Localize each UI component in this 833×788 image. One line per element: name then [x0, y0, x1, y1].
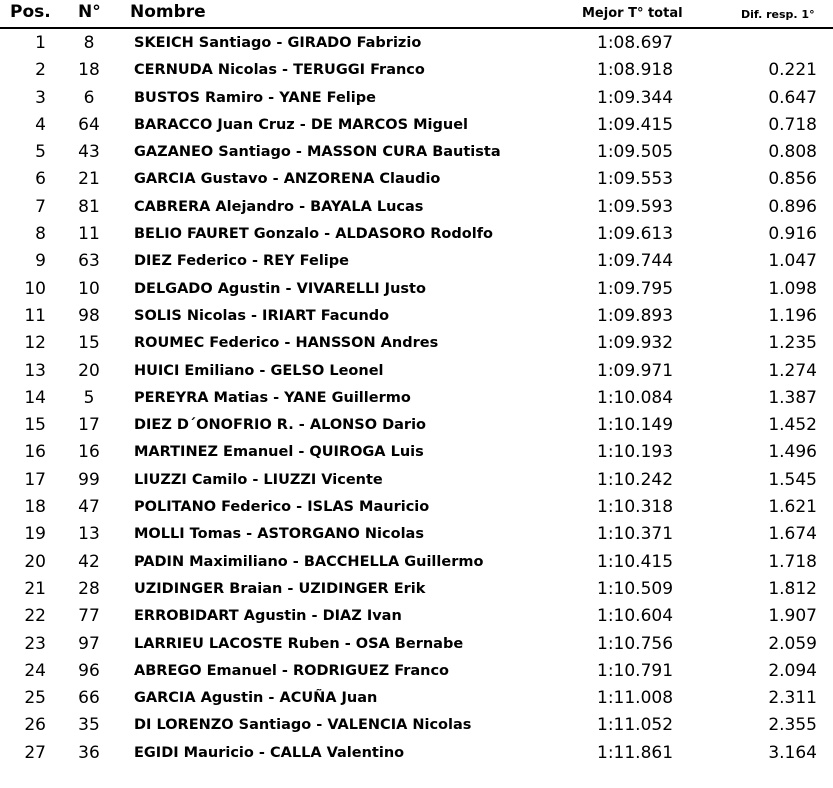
position-cell: 18 — [24, 497, 46, 518]
best-time-cell: 1:09.744 — [597, 251, 674, 272]
table-row — [0, 330, 833, 357]
best-time-cell: 1:10.756 — [597, 633, 674, 654]
position-cell: 19 — [24, 524, 46, 545]
car-number-cell: 11 — [78, 224, 100, 245]
difference-cell: 1.545 — [768, 469, 817, 490]
header-name: Nombre — [130, 2, 206, 22]
results-table — [0, 30, 833, 767]
table-row — [0, 139, 833, 166]
position-cell: 11 — [24, 305, 46, 326]
difference-cell: 1.098 — [768, 278, 817, 299]
header-number: N° — [78, 2, 101, 22]
difference-cell: 2.355 — [768, 715, 817, 736]
best-time-cell: 1:09.344 — [597, 87, 674, 108]
difference-cell: 1.274 — [768, 360, 817, 381]
driver-names-cell: POLITANO Federico - ISLAS Mauricio — [134, 499, 430, 516]
car-number-cell: 81 — [78, 196, 100, 217]
best-time-cell: 1:10.509 — [597, 578, 674, 599]
driver-names-cell: BELIO FAURET Gonzalo - ALDASORO Rodolfo — [134, 226, 493, 243]
car-number-cell: 64 — [78, 114, 100, 135]
table-row — [0, 358, 833, 385]
difference-cell: 2.094 — [768, 660, 817, 681]
position-cell: 16 — [24, 442, 46, 463]
difference-cell: 0.718 — [768, 114, 817, 135]
position-cell: 4 — [35, 114, 46, 135]
table-row — [0, 494, 833, 521]
difference-cell: 1.621 — [768, 497, 817, 518]
difference-cell: 1.387 — [768, 387, 817, 408]
best-time-cell: 1:10.242 — [597, 469, 674, 490]
position-cell: 13 — [24, 360, 46, 381]
car-number-cell: 8 — [83, 33, 95, 53]
driver-names-cell: SOLIS Nicolas - IRIART Facundo — [134, 307, 390, 324]
driver-names-cell: ERROBIDART Agustin - DIAZ Ivan — [134, 608, 402, 625]
car-number-cell: 63 — [78, 251, 100, 272]
driver-names-cell: DI LORENZO Santiago - VALENCIA Nicolas — [134, 717, 472, 734]
table-row — [0, 112, 833, 139]
driver-names-cell: DELGADO Agustin - VIVARELLI Justo — [134, 280, 426, 297]
table-row — [0, 221, 833, 248]
car-number-cell: 21 — [78, 169, 100, 190]
car-number-cell: 66 — [78, 688, 100, 709]
table-row — [0, 276, 833, 303]
table-row — [0, 631, 833, 658]
car-number-cell: 18 — [78, 60, 100, 81]
car-number-cell: 99 — [78, 469, 100, 490]
car-number-cell: 96 — [78, 660, 100, 681]
difference-cell: 1.452 — [768, 415, 817, 436]
driver-names-cell: CERNUDA Nicolas - TERUGGI Franco — [134, 62, 425, 79]
car-number-cell: 15 — [78, 333, 100, 354]
best-time-cell: 1:08.918 — [597, 60, 674, 81]
table-row — [0, 385, 833, 412]
difference-cell: 0.856 — [768, 169, 817, 190]
difference-cell: 0.647 — [768, 87, 817, 108]
table-row — [0, 166, 833, 193]
position-cell: 21 — [24, 578, 46, 599]
car-number-cell: 20 — [78, 360, 100, 381]
best-time-cell: 1:08.697 — [597, 33, 674, 53]
driver-names-cell: DIEZ D´ONOFRIO R. - ALONSO Dario — [134, 417, 426, 434]
position-cell: 7 — [35, 196, 46, 217]
best-time-cell: 1:10.604 — [597, 606, 674, 627]
header-divider — [0, 27, 833, 29]
driver-names-cell: GAZANEO Santiago - MASSON CURA Bautista — [134, 144, 501, 161]
car-number-cell: 13 — [78, 524, 100, 545]
car-number-cell: 42 — [78, 551, 100, 572]
driver-names-cell: PEREYRA Matias - YANE Guillermo — [134, 389, 411, 406]
best-time-cell: 1:09.593 — [597, 196, 674, 217]
best-time-cell: 1:10.371 — [597, 524, 674, 545]
difference-cell: 1.674 — [768, 524, 817, 545]
car-number-cell: 43 — [78, 142, 100, 163]
car-number-cell: 97 — [78, 633, 100, 654]
car-number-cell: 36 — [78, 742, 100, 763]
position-cell: 12 — [24, 333, 46, 354]
difference-cell: 0.221 — [768, 60, 817, 81]
table-row — [0, 194, 833, 221]
position-cell: 24 — [24, 660, 46, 681]
table-row — [0, 248, 833, 275]
table-row — [0, 412, 833, 439]
car-number-cell: 6 — [83, 87, 95, 108]
best-time-cell: 1:09.893 — [597, 305, 674, 326]
table-row — [0, 712, 833, 739]
table-row — [0, 57, 833, 84]
header-difference: Dif. resp. 1° — [741, 8, 815, 21]
best-time-cell: 1:09.971 — [597, 360, 674, 381]
car-number-cell: 47 — [78, 497, 100, 518]
difference-cell: 1.907 — [768, 606, 817, 627]
car-number-cell: 5 — [83, 387, 95, 408]
difference-cell: 0.916 — [768, 224, 817, 245]
difference-cell: 1.196 — [768, 305, 817, 326]
driver-names-cell: HUICI Emiliano - GELSO Leonel — [134, 362, 384, 379]
table-row — [0, 85, 833, 112]
position-cell: 20 — [24, 551, 46, 572]
car-number-cell: 17 — [78, 415, 100, 436]
best-time-cell: 1:09.613 — [597, 224, 674, 245]
best-time-cell: 1:09.932 — [597, 333, 674, 354]
best-time-cell: 1:09.553 — [597, 169, 674, 190]
header-best-time: Mejor T° total — [582, 6, 683, 21]
position-cell: 17 — [24, 469, 46, 490]
driver-names-cell: GARCIA Gustavo - ANZORENA Claudio — [134, 171, 441, 188]
difference-cell: 1.496 — [768, 442, 817, 463]
position-cell: 26 — [24, 715, 46, 736]
driver-names-cell: LIUZZI Camilo - LIUZZI Vicente — [134, 471, 383, 488]
best-time-cell: 1:09.795 — [597, 278, 674, 299]
difference-cell: 3.164 — [768, 742, 817, 763]
difference-cell: 2.311 — [768, 688, 817, 709]
table-row — [0, 549, 833, 576]
driver-names-cell: ROUMEC Federico - HANSSON Andres — [134, 335, 439, 352]
position-cell: 22 — [24, 606, 46, 627]
header-pos: Pos. — [10, 2, 51, 22]
position-cell: 15 — [24, 415, 46, 436]
table-row — [0, 30, 833, 57]
difference-cell: 1.812 — [768, 578, 817, 599]
best-time-cell: 1:11.052 — [597, 715, 674, 736]
position-cell: 2 — [35, 60, 46, 81]
best-time-cell: 1:10.791 — [597, 660, 674, 681]
table-row — [0, 685, 833, 712]
best-time-cell: 1:10.193 — [597, 442, 674, 463]
position-cell: 25 — [24, 688, 46, 709]
position-cell: 5 — [35, 142, 46, 163]
driver-names-cell: DIEZ Federico - REY Felipe — [134, 253, 349, 270]
car-number-cell: 98 — [78, 305, 100, 326]
driver-names-cell: MARTINEZ Emanuel - QUIROGA Luis — [134, 444, 424, 461]
position-cell: 1 — [35, 33, 46, 53]
position-cell: 23 — [24, 633, 46, 654]
table-header — [0, 0, 833, 30]
best-time-cell: 1:09.505 — [597, 142, 674, 163]
table-row — [0, 467, 833, 494]
driver-names-cell: GARCIA Agustin - ACUÑA Juan — [134, 690, 378, 707]
position-cell: 8 — [35, 224, 46, 245]
car-number-cell: 28 — [78, 578, 100, 599]
position-cell: 27 — [24, 742, 46, 763]
driver-names-cell: ABREGO Emanuel - RODRIGUEZ Franco — [134, 662, 450, 679]
table-row — [0, 303, 833, 330]
best-time-cell: 1:10.149 — [597, 415, 674, 436]
driver-names-cell: LARRIEU LACOSTE Ruben - OSA Bernabe — [134, 635, 464, 652]
position-cell: 9 — [35, 251, 46, 272]
position-cell: 10 — [24, 278, 46, 299]
table-row — [0, 658, 833, 685]
car-number-cell: 10 — [78, 278, 100, 299]
table-row — [0, 603, 833, 630]
best-time-cell: 1:10.318 — [597, 497, 674, 518]
difference-cell: 2.059 — [768, 633, 817, 654]
best-time-cell: 1:10.415 — [597, 551, 674, 572]
table-row — [0, 576, 833, 603]
difference-cell: 1.047 — [768, 251, 817, 272]
best-time-cell: 1:11.861 — [597, 742, 674, 763]
table-row — [0, 521, 833, 548]
car-number-cell: 35 — [78, 715, 100, 736]
driver-names-cell: CABRERA Alejandro - BAYALA Lucas — [134, 198, 424, 215]
driver-names-cell: BUSTOS Ramiro - YANE Felipe — [134, 89, 376, 106]
driver-names-cell: MOLLI Tomas - ASTORGANO Nicolas — [134, 526, 424, 543]
car-number-cell: 77 — [78, 606, 100, 627]
table-row — [0, 740, 833, 767]
difference-cell: 1.718 — [768, 551, 817, 572]
best-time-cell: 1:10.084 — [597, 387, 674, 408]
position-cell: 3 — [35, 87, 46, 108]
difference-cell: 0.808 — [768, 142, 817, 163]
car-number-cell: 16 — [78, 442, 100, 463]
best-time-cell: 1:09.415 — [597, 114, 674, 135]
difference-cell: 0.896 — [768, 196, 817, 217]
position-cell: 6 — [35, 169, 46, 190]
driver-names-cell: UZIDINGER Braian - UZIDINGER Erik — [134, 580, 426, 597]
driver-names-cell: EGIDI Mauricio - CALLA Valentino — [134, 744, 405, 761]
table-row — [0, 439, 833, 466]
position-cell: 14 — [24, 387, 46, 408]
driver-names-cell: PADIN Maximiliano - BACCHELLA Guillermo — [134, 553, 484, 570]
best-time-cell: 1:11.008 — [597, 688, 674, 709]
difference-cell: 1.235 — [768, 333, 817, 354]
driver-names-cell: BARACCO Juan Cruz - DE MARCOS Miguel — [134, 116, 469, 133]
driver-names-cell: SKEICH Santiago - GIRADO Fabrizio — [134, 35, 422, 51]
